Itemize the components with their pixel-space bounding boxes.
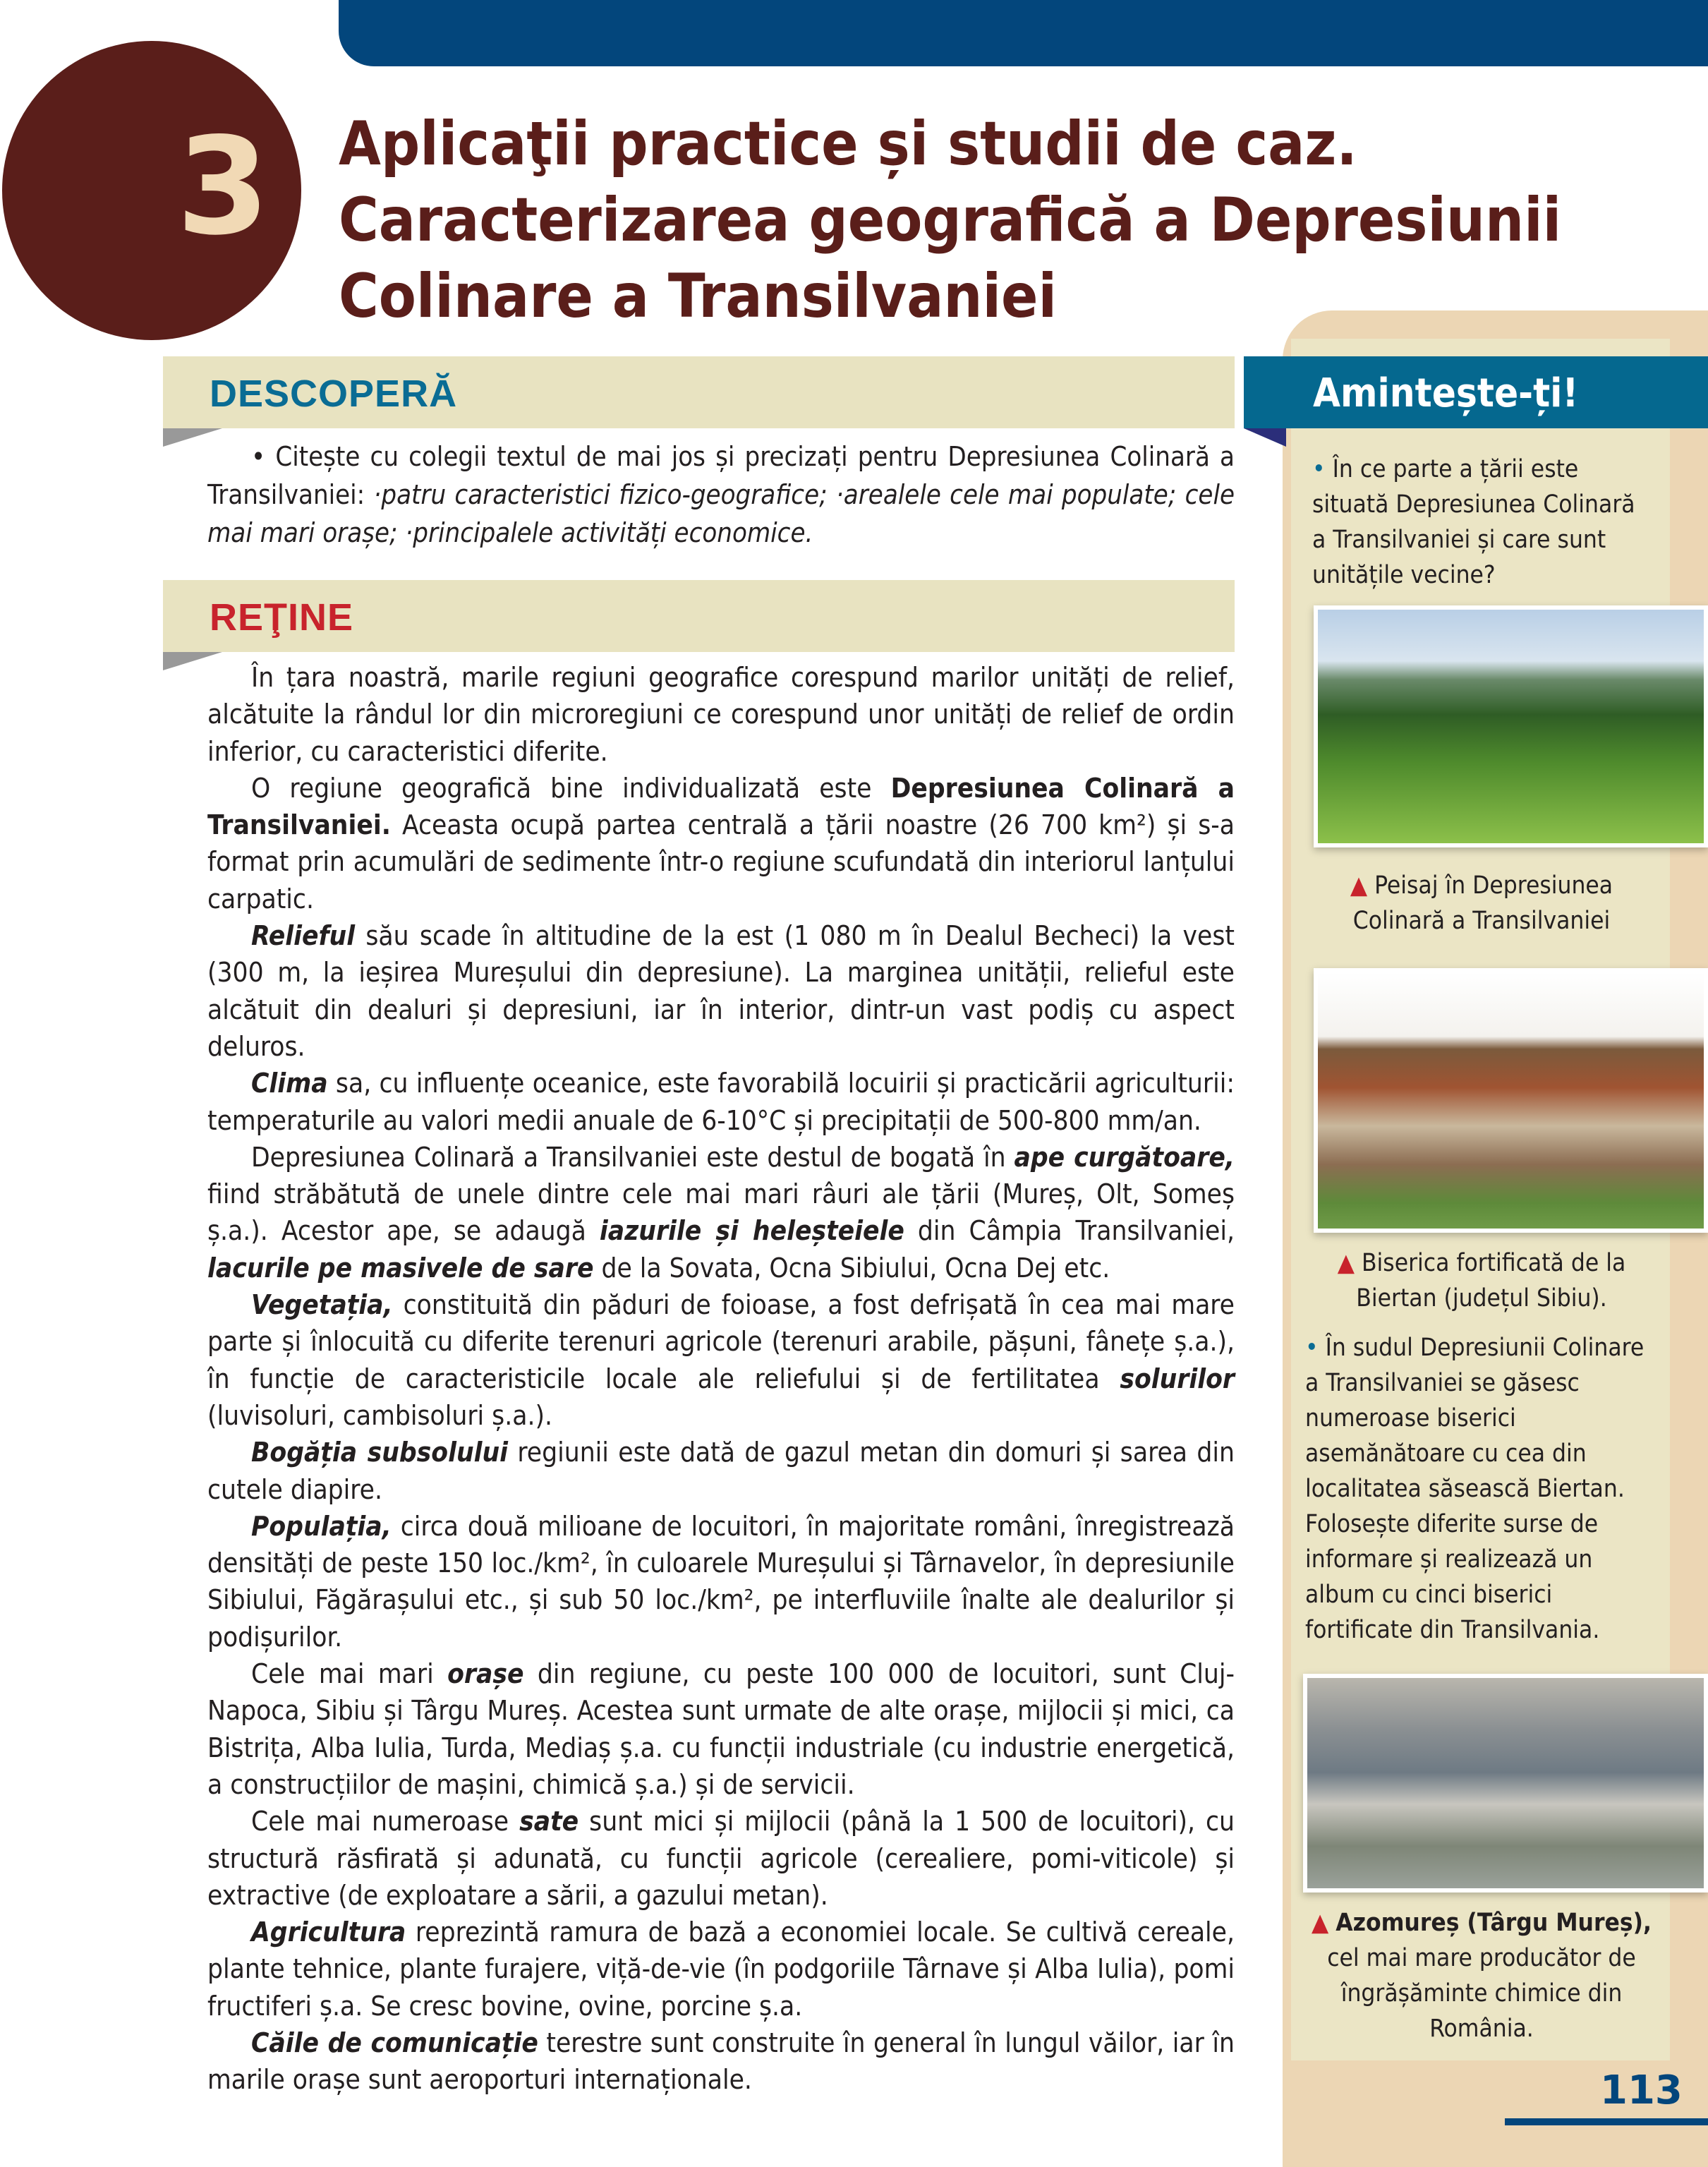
- text: Cele mai numeroase: [251, 1806, 520, 1838]
- emphasis: Clima: [251, 1068, 328, 1100]
- text: său scade în altitudine de la est (1 080 m în Dealul Becheci) la vest (300 m, la ieșirea Mureșului din depresiune). La marginea unității, relieful este alcătuit din dealuri și depresiuni, iar în interior, dintr-un vast podiș cu aspect deluros.: [207, 920, 1235, 1063]
- caption-bold: Azomureș (Târgu Mureș),: [1335, 1909, 1652, 1937]
- page-title: [339, 106, 1561, 334]
- chapter-number: 3: [176, 109, 270, 265]
- text: regiunii este dată de gazul metan din domuri și sarea din cutele diapire.: [207, 1437, 1235, 1506]
- emphasis: orașe: [447, 1658, 524, 1691]
- text: de la Sovata, Ocna Sibiului, Ocna Dej etc.: [593, 1252, 1110, 1284]
- text: O regiune geografică bine individualizată este: [251, 772, 891, 804]
- paragraph: [207, 1656, 1235, 1804]
- text: Depresiunea Colinară a Transilvaniei este destul de bogată în: [251, 1141, 1014, 1173]
- emphasis: Căile de comunicație: [251, 2027, 538, 2059]
- page-number-rule: [1505, 2118, 1708, 2125]
- emphasis: Vegetația,: [251, 1289, 393, 1322]
- caption-text: Peisaj în Depresiunea Colinară a Transilvaniei: [1352, 871, 1613, 935]
- emphasis: sate: [519, 1806, 579, 1838]
- bullet: •: [1305, 1334, 1319, 1362]
- descopera-heading: DESCOPERĂ: [210, 373, 458, 415]
- task-item: ·arealele cele mai populate; cele mai mari orașe;: [207, 479, 1235, 548]
- paragraph: [207, 2025, 1235, 2099]
- emphasis: iazurile și heleșteiele: [599, 1215, 904, 1248]
- paragraph: [207, 1287, 1235, 1435]
- text: Cele mai mari: [251, 1658, 448, 1691]
- title-line: Colinare a Transilvaniei: [339, 261, 1057, 332]
- caption-text: Biserica fortificată de la Biertan (județul Sibiu).: [1356, 1249, 1626, 1312]
- caption-landscape: [1305, 868, 1658, 938]
- text: fiind străbătută de unele dintre cele mai mari râuri ale țării (Mureș, Olt, Someș ș.a.). Acestor ape, se adaugă: [207, 1178, 1235, 1248]
- title-line: Aplicaţii practice și studii de caz.: [339, 109, 1357, 179]
- triangle-icon: ▲: [1337, 1249, 1355, 1277]
- text: din Câmpia Transilvaniei,: [904, 1215, 1235, 1248]
- text: terestre sunt construite în general în lungul văilor, iar în marile orașe sunt aeroporturi internaționale.: [207, 2027, 1235, 2096]
- emphasis: Depresiunea Colinară a Transilvaniei.: [207, 772, 1235, 842]
- bullet: •: [251, 441, 266, 472]
- text: din regiune, cu peste 100 000 de locuitori, sunt Cluj-Napoca, Sibiu și Târgu Mureș. Acestea sunt urmate de alte orașe, mijlocii și mici, ca Bistrița, Alba Iulia, Turda, Mediaș ș.a. cu funcții industriale (cu industrie energetică, a construcțiilor de mașini, chimică ș.a.) și de servicii.: [207, 1658, 1235, 1801]
- paragraph: [207, 660, 1235, 771]
- landscape-photo: [1314, 605, 1708, 847]
- bullet: •: [1312, 455, 1326, 483]
- emphasis: lacurile pe masivele de sare: [207, 1252, 594, 1284]
- text: Aceasta ocupă partea centrală a țării noastre (26 700 km²) și s-a format prin acumulări de sedimente într-o regiune scufundată din interiorul lanțului carpatic.: [207, 809, 1235, 915]
- emphasis: Agricultura: [251, 1917, 406, 1949]
- emphasis: Bogăția subsolului: [251, 1437, 509, 1469]
- body-text: [207, 660, 1235, 2099]
- top-banner: [339, 0, 1708, 66]
- sidebar-question: [1312, 452, 1644, 593]
- aminteste-header: [1244, 356, 1708, 428]
- descopera-header: [163, 356, 1235, 428]
- paragraph: [207, 1509, 1235, 1656]
- task-item: ·patru caracteristici fizico-geografice;: [373, 479, 828, 510]
- question-text: În ce parte a țării este situată Depresiunea Colinară a Transilvaniei și care sunt unitățile vecine?: [1312, 455, 1635, 589]
- text: circa două milioane de locuitori, în majoritate români, înregistrează densități de peste 150 loc./km², în culoarele Mureșului și Târnavelor, în depresiunile Sibiului, Făgărașului etc., și sub 50 loc./km², pe interfluviile înalte ale dealurilor și podișurilor.: [207, 1510, 1235, 1653]
- sidebar-task: [1305, 1330, 1658, 1648]
- page-number: 113: [1600, 2068, 1683, 2113]
- emphasis: ape curgătoare,: [1014, 1141, 1235, 1173]
- emphasis: Populația,: [251, 1510, 392, 1543]
- retine-header: [163, 580, 1235, 652]
- ribbon-fold: [1244, 428, 1286, 447]
- title-line: Caracterizarea geografică a Depresiunii: [339, 185, 1562, 255]
- paragraph: [207, 1914, 1235, 2025]
- descopera-task: [207, 437, 1235, 552]
- emphasis: solurilor: [1120, 1363, 1235, 1395]
- task-intro: Citește cu colegii textul de mai jos și precizați pentru Depresiunea Colinară a Transilvaniei:: [207, 441, 1235, 510]
- text: sa, cu influențe oceanice, este favorabilă locuirii și practicării agriculturii: temperaturile au valori medii anuale de 6-10°C și precipitații de 500-800 mm/an.: [207, 1068, 1235, 1137]
- factory-photo: [1303, 1674, 1708, 1893]
- caption-church: [1305, 1245, 1658, 1316]
- triangle-icon: ▲: [1350, 871, 1368, 900]
- text: În țara noastră, marile regiuni geografice corespund marilor unități de relief, alcătuite la rândul lor din microregiuni ce corespund unor unități de relief de ordin inferior, cu caracteristici diferite.: [207, 662, 1235, 768]
- text: (luvisoluri, cambisoluri ș.a.).: [207, 1399, 552, 1432]
- paragraph: [207, 771, 1235, 918]
- paragraph: [207, 1140, 1235, 1287]
- paragraph: [207, 1435, 1235, 1509]
- paragraph: [207, 1804, 1235, 1914]
- paragraph: [207, 1066, 1235, 1140]
- text: reprezintă ramura de bază a economiei locale. Se cultivă cereale, plante tehnice, plante furajere, viță-de-vie (în podgoriile Târnave și Alba Iulia), pomi fructiferi ș.a. Se cresc bovine, ovine, porcine ș.a.: [207, 1917, 1235, 2022]
- paragraph: [207, 918, 1235, 1066]
- task-item: ·principalele activități economice.: [405, 517, 813, 548]
- retine-heading: REŢINE: [210, 596, 354, 639]
- caption-text: cel mai mare producător de îngrășăminte chimice din România.: [1327, 1944, 1636, 2043]
- aminteste-heading: Amintește-ți!: [1313, 370, 1579, 416]
- text: constituită din păduri de foioase, a fost defrișată în cea mai mare parte și înlocuită cu diferite terenuri agricole (terenuri arabile, pășuni, fânețe ș.a.), în funcție de caracteristicile locale ale reliefului și de fertilitatea: [207, 1289, 1235, 1395]
- triangle-icon: ▲: [1312, 1909, 1329, 1937]
- task-text: În sudul Depresiunii Colinare a Transilvaniei se găsesc numeroase biserici asemănătoare cu cea din localitatea săsească Biertan. Folosește diferite surse de informare și realizează un album cu cinci biserici fortificate din Transilvania.: [1305, 1334, 1645, 1644]
- text: sunt mici și mijlocii (până la 1 500 de locuitori), cu structură răsfirată și adunată, cu funcții agricole (cerealiere, pomi-viticole) și extractive (de exploatare a sării, a gazului metan).: [207, 1806, 1235, 1912]
- emphasis: Relieful: [251, 920, 356, 953]
- caption-factory: [1298, 1905, 1665, 2046]
- church-photo: [1314, 968, 1708, 1233]
